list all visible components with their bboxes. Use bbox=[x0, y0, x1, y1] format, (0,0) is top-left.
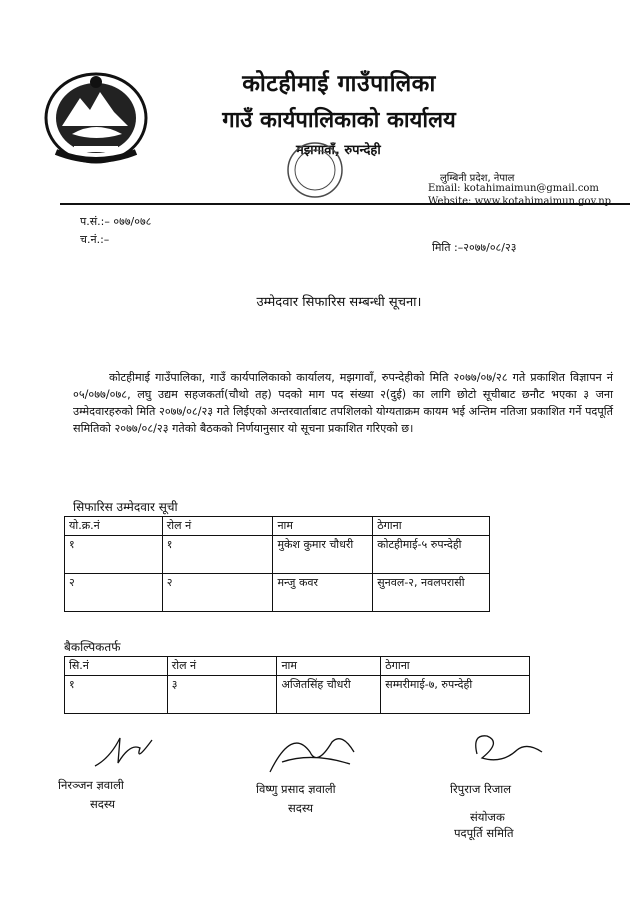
signatory-role: संयोजक bbox=[470, 810, 505, 824]
column-header: नाम bbox=[277, 657, 381, 676]
alternate-table bbox=[64, 656, 530, 714]
table-cell: कोटहीमाई-५ रुपन्देही bbox=[373, 536, 490, 574]
column-header: सि.नं bbox=[65, 657, 168, 676]
notice-body: कोटहीमाई गाउँपालिका, गाउँ कार्यपालिकाको कार्यालय, मझगावाँ, रुपन्देहीको मिति २०७७/०७/२८ गते प्रकाशित विज्ञापन नं ०५/०७७/०७८, लघु उद्यम सहजकर्ता(चौथो तह) पदको माग पद संख्या २(दुई) का लागि छोटो सूचीबाट छनौट भएका ३ जना उम्मेदवारहरुको मिति २०७७/०८/२३ गते लिईएको अन्तरवार्ताबाट तपशिलको योग्यताक्रम कायम भई अन्तिम नतिजा प्रकाशित गर्ने पदपूर्ति समितिको २०७७/०८/२३ गतेको बैठकको निर्णयानुसार यो सूचना प्रकाशित गरिएको छ। bbox=[73, 371, 613, 435]
header-divider bbox=[60, 203, 630, 205]
table-cell: १ bbox=[65, 536, 163, 574]
signatory-name: निरञ्जन ज्ञवाली bbox=[58, 778, 124, 792]
table-cell: २ bbox=[65, 574, 163, 612]
table-row bbox=[65, 676, 530, 714]
committee-label: पदपूर्ति समिति bbox=[454, 826, 514, 840]
table-cell: मन्जु कवर bbox=[273, 574, 373, 612]
signatory-role: सदस्य bbox=[288, 801, 314, 815]
table-row bbox=[65, 574, 490, 612]
province-label: लुम्बिनी प्रदेश, नेपाल bbox=[440, 173, 515, 184]
table-cell: २ bbox=[162, 574, 273, 612]
signature-mark-icon bbox=[262, 722, 362, 782]
table-cell: सुनवल-२, नवलपरासी bbox=[373, 574, 490, 612]
column-header: यो.क्र.नं bbox=[65, 517, 163, 536]
office-title-line1: कोटहीमाई गाउँपालिका bbox=[242, 71, 436, 97]
office-title-line2: गाउँ कार्यपालिकाको कार्यालय bbox=[222, 108, 456, 133]
signatory-name: रिपुराज रिजाल bbox=[450, 782, 512, 796]
recommended-table bbox=[64, 516, 490, 612]
table-header-row bbox=[65, 657, 530, 676]
dispatch-number: च.नं.:– bbox=[80, 233, 110, 246]
column-header: रोल नं bbox=[162, 517, 273, 536]
email-label: Email: kotahimaimun@gmail.com bbox=[428, 183, 599, 194]
notice-subject: उम्मेदवार सिफारिस सम्बन्धी सूचना। bbox=[256, 295, 422, 310]
table-header-row bbox=[65, 517, 490, 536]
table-cell: सम्मरीमाई-७, रुपन्देही bbox=[381, 676, 530, 714]
signatory-role: सदस्य bbox=[90, 797, 116, 811]
signature-mark-icon bbox=[462, 724, 562, 784]
column-header: रोल नं bbox=[167, 657, 277, 676]
table-cell: मुकेश कुमार चौधरी bbox=[273, 536, 373, 574]
office-stamp-icon bbox=[285, 140, 345, 200]
table-cell: ३ bbox=[167, 676, 277, 714]
table-cell: १ bbox=[162, 536, 273, 574]
recommended-list-title: सिफारिस उम्मेदवार सूची bbox=[73, 500, 178, 514]
table-cell: अजितसिंह चौधरी bbox=[277, 676, 381, 714]
column-header: ठेगाना bbox=[373, 517, 490, 536]
column-header: नाम bbox=[273, 517, 373, 536]
website-label: Website: www.kotahimaimun.gov.np bbox=[428, 196, 612, 207]
column-header: ठेगाना bbox=[381, 657, 530, 676]
alternate-list-title: बैकल्पिकतर्फ bbox=[64, 640, 121, 654]
signatory-name: विष्णु प्रसाद ज्ञवाली bbox=[256, 782, 336, 796]
table-row bbox=[65, 536, 490, 574]
office-address: मझगावाँ, रुपन्देही bbox=[296, 143, 381, 158]
notice-date: मिति :–२०७७/०८/२३ bbox=[432, 241, 517, 254]
table-cell: १ bbox=[65, 676, 168, 714]
signature-mark-icon bbox=[90, 728, 160, 773]
reference-number: प.सं.:– ०७७/०७८ bbox=[80, 215, 152, 228]
